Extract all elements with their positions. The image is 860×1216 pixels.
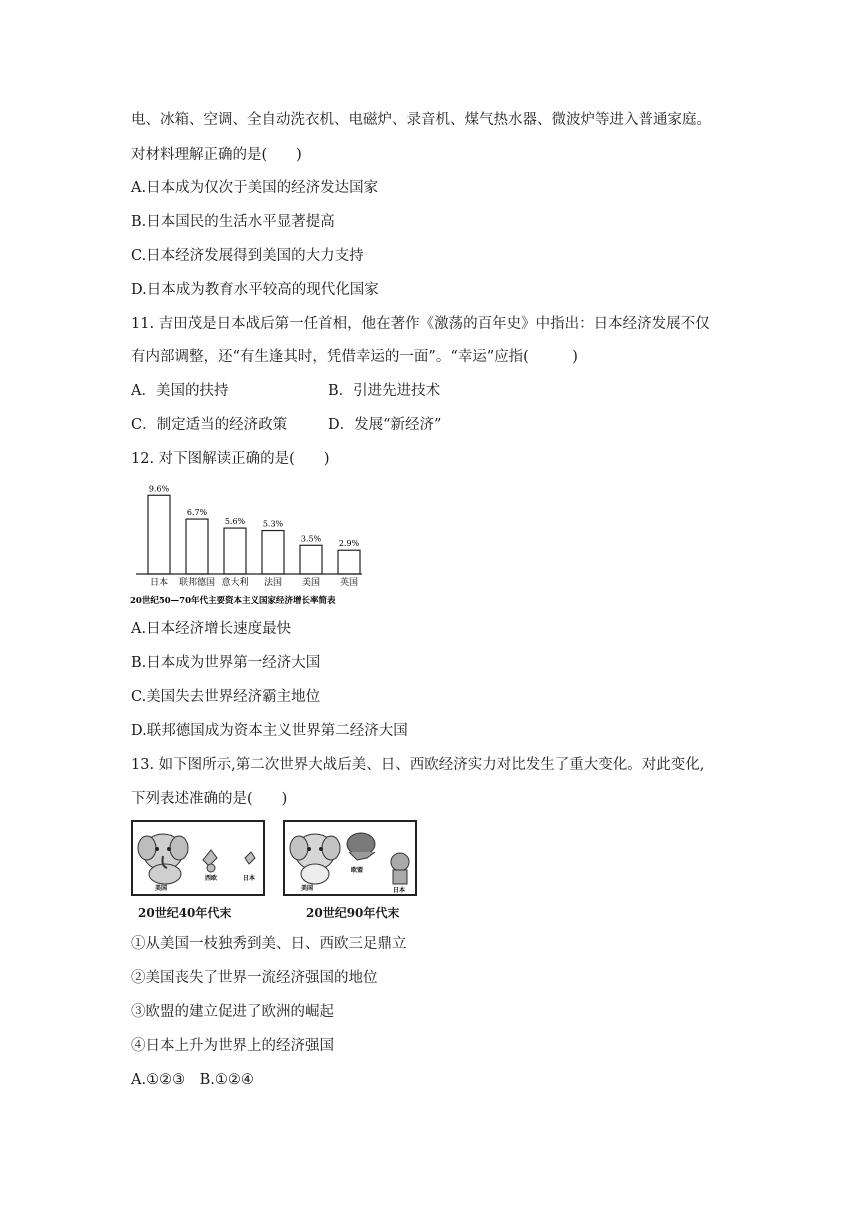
option-b: B.日本国民的生活水平显著提高 (131, 214, 335, 230)
bar-value-label-4: 3.5% (300, 534, 322, 544)
q11-option-d: D．发展“新经济” (328, 417, 442, 433)
bar-value-label-2: 5.6% (224, 517, 246, 527)
option-c: C.日本经济发展得到美国的大力支持 (131, 248, 364, 264)
option-a: A.日本成为仅次于美国的经济发达国家 (131, 180, 379, 196)
bar-value-label-5: 2.9% (338, 539, 360, 549)
q11-option-b: B．引进先进技术 (328, 383, 441, 399)
q12-option-d: D.联邦德国成为资本主义世界第二经济大国 (131, 723, 408, 739)
bar-1 (186, 519, 208, 574)
q11-option-a: A．美国的扶持 (131, 383, 229, 399)
label-japan-90s: 日本 (393, 887, 406, 894)
q11-stem-1: 11. 吉田茂是日本战后第一任首相，他在著作《激荡的百年史》中指出：日本经济发展不仅 (131, 316, 710, 332)
text-line-1: 电、冰箱、空调、全自动洗衣机、电磁炉、录音机、煤气热水器、微波炉等进入普通家庭。 (131, 112, 711, 128)
bar-value-label-0: 9.6% (148, 484, 170, 494)
caption-1990s: 20世纪90年代末 (306, 906, 400, 920)
option-d: D.日本成为教育水平较高的现代化国家 (131, 282, 379, 298)
statement-2: ②美国丧失了世界一流经济强国的地位 (131, 970, 378, 986)
bar-value-label-3: 5.3% (262, 519, 284, 529)
label-usa: 美国 (155, 885, 168, 892)
bar-4 (300, 545, 322, 574)
elephant-cartoon-icon (133, 822, 263, 894)
q12-option-c: C.美国失去世界经济霸主地位 (131, 689, 321, 705)
question-stem: 对材料理解正确的是( ) (131, 147, 302, 163)
q12-option-a: A.日本经济增长速度最快 (131, 621, 292, 637)
statement-1: ①从美国一枝独秀到美、日、西欧三足鼎立 (131, 936, 407, 952)
category-label-1: 联邦德国 (178, 578, 216, 588)
chart-title: 20世纪50—70年代主要资本主义国家经济增长率简表 (130, 596, 336, 606)
label-japan: 日本 (243, 875, 256, 882)
q13-stem-1: 13. 如下图所示,第二次世界大战后美、日、西欧经济实力对比发生了重大变化。对此变化, (131, 757, 705, 773)
category-label-5: 英国 (339, 578, 359, 588)
q13-stem-2: 下列表述准确的是( ) (131, 791, 288, 807)
label-eu: 欧盟 (351, 867, 364, 874)
q11-stem-2: 有内部调整，还“有生逢其时，凭借幸运的一面”。“幸运”应指( ) (131, 349, 578, 365)
q13-options: A.①②③ B.①②④ (131, 1072, 254, 1088)
label-west-europe: 西欧 (205, 875, 218, 882)
caption-1940s: 20世纪40年代末 (138, 906, 232, 920)
category-label-3: 法国 (263, 578, 283, 588)
bar-value-label-1: 6.7% (186, 508, 208, 518)
q12-stem: 12. 对下图解读正确的是( ) (131, 451, 330, 467)
category-label-0: 日本 (149, 578, 169, 588)
elephant-tiger-cartoon-icon (285, 822, 415, 894)
category-label-2: 意大利 (221, 578, 249, 588)
q11-option-c: C．制定适当的经济政策 (131, 417, 288, 433)
bar-0 (148, 495, 170, 574)
bar-3 (262, 531, 284, 574)
growth-rate-bar-chart (126, 478, 376, 608)
bar-2 (224, 528, 246, 574)
statement-3: ③欧盟的建立促进了欧洲的崛起 (131, 1004, 334, 1020)
cartoon-1990s (283, 820, 417, 896)
cartoon-1940s (131, 820, 265, 896)
label-usa-90s: 美国 (301, 885, 314, 892)
category-label-4: 美国 (301, 578, 321, 588)
bar-5 (338, 550, 360, 574)
statement-4: ④日本上升为世界上的经济强国 (131, 1038, 334, 1054)
q12-option-b: B.日本成为世界第一经济大国 (131, 655, 321, 671)
